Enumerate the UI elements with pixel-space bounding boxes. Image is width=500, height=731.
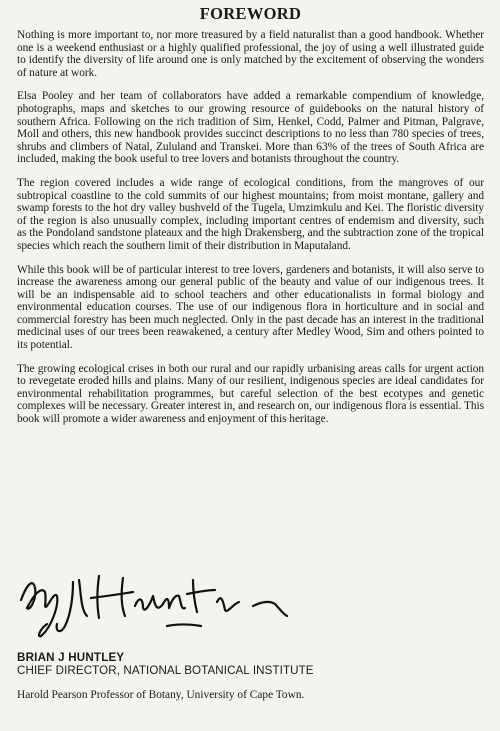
author-role: CHIEF DIRECTOR, NATIONAL BOTANICAL INSTITUTE: [17, 664, 314, 677]
paragraph-1: Nothing is more important to, nor more treasured by a field naturalist than a good handbook. Whether one is a weekend enthusiast or a highly qualified professional, the joy of using a well illustrated guide to identify the diversity of life around one is only matched by the excitement of observing the wonders of nature at work.: [17, 29, 484, 79]
signature-block: [17, 651, 483, 702]
paragraph-2: Elsa Pooley and her team of collaborators have added a remarkable compendium of knowledge, photographs, maps and sketches to our growing resource of guidebooks on the natural history of southern Africa. Following on the rich tradition of Sim, Henkel, Codd, Palmer and Pitman, Palgrave, Moll and others, this new handbook provides succinct descriptions to no less than 780 species of trees, shrubs and climbers of Natal, Zululand and Transkei. More than 63% of the trees of South Africa are included, making the book useful to tree lovers and botanists throughout the country.: [17, 90, 484, 166]
paragraph-5: The growing ecological crises in both our rural and our rapidly urbanising areas calls for urgent action to revegetate eroded hills and plains. Many of our resilient, indigenous species are ideal candidates for environmental rehabilitation programmes, but careful selection of the best ecotypes and genetic complexes will be necessary. Greater interest in, and research on, our indigenous flora is essential. This book will promote a wider awareness and enjoyment of this heritage.: [17, 362, 484, 426]
author-name: BRIAN J HUNTLEY: [17, 651, 125, 664]
handwritten-signature: [17, 566, 317, 644]
paragraph-4: While this book will be of particular interest to tree lovers, gardeners and botanists, it will also serve to increase the awareness among our general public of the beauty and value of our indigenous trees. It will be an indispensable aid to school teachers and other educationalists in formal biology and environmental education courses. The use of our indigenous flora in horticulture and in social and commercial forestry has been much neglected. Only in the past decade has an interest in the traditional medicinal uses of our trees been reawakened, a century after Medley Wood, Sim and others pointed to its potential.: [17, 263, 484, 352]
author-affiliation: Harold Pearson Professor of Botany, University of Cape Town.: [17, 689, 305, 701]
paragraph-3: The region covered includes a wide range of ecological conditions, from the mangroves of our subtropical coastline to the cold summits of our highest mountains; from moist montane, gallery and swamp forests to the hot dry valley bushveld of the Tugela, Umzimkulu and Kei. The floristic diversity of the region is also unusually complex, including important centres of endemism and diversity, such as the Pondoland sandstone plateaux and the high Drakensberg, and the subtraction zone of the tropical species which reach the southern limit of their distribution in Maputaland.: [17, 176, 484, 252]
page-title: FOREWORD: [199, 4, 302, 23]
